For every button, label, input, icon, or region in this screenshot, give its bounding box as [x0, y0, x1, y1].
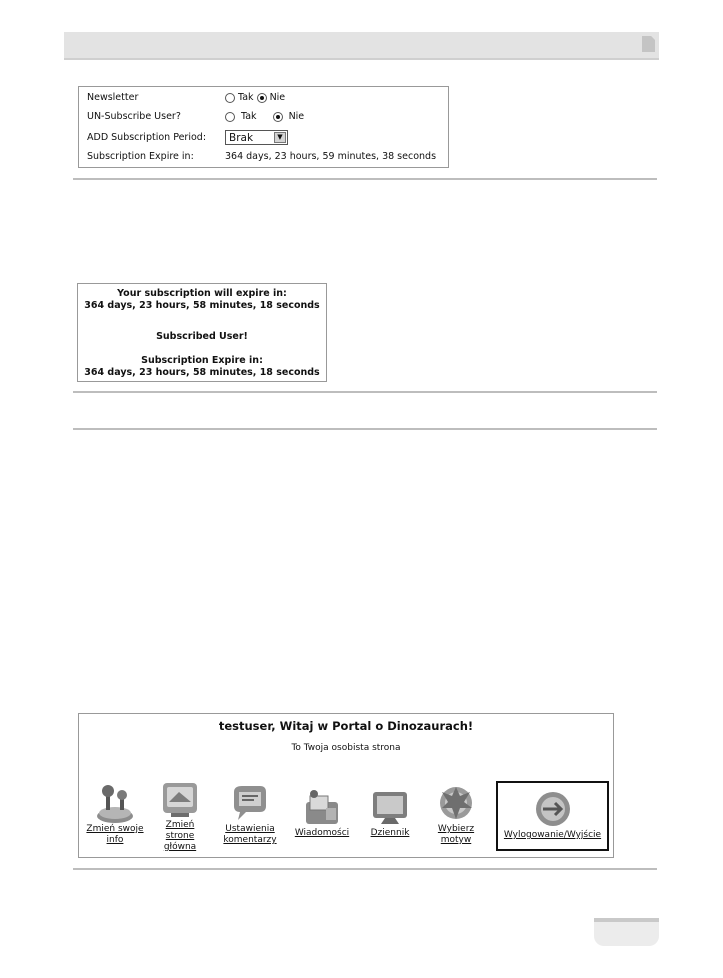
menu-label-line1[interactable]: Wiadomości	[294, 828, 350, 838]
menu-label-line3[interactable]: główna	[163, 842, 197, 852]
expire-label: Subscription Expire in:	[87, 151, 194, 162]
divider	[73, 178, 657, 180]
page-header-bar	[64, 32, 659, 60]
expire-value: 364 days, 23 hours, 59 minutes, 38 seconds	[225, 151, 437, 162]
page-footer-tab	[594, 918, 659, 946]
menu-item-logout[interactable]	[496, 788, 609, 841]
comments-icon	[228, 782, 272, 824]
joystick-icon	[93, 782, 137, 824]
theme-icon	[434, 782, 478, 824]
menu-label-line1[interactable]: Zmień swoje	[86, 824, 144, 834]
menu-label-line2[interactable]: strone	[165, 831, 195, 841]
menu-label-line1[interactable]: Wylogowanie/Wyjście	[503, 830, 602, 840]
expiry-time-2: 364 days, 23 hours, 58 minutes, 18 seconds	[84, 367, 320, 378]
newsletter-label: Newsletter	[87, 92, 139, 103]
unsubscribe-nie-label[interactable]: Nie	[288, 111, 305, 122]
newsletter-nie-radio[interactable]	[257, 93, 267, 103]
menu-label-line2[interactable]: komentarzy	[223, 835, 277, 845]
unsubscribe-tak-radio[interactable]	[225, 112, 235, 122]
homepage-icon	[159, 780, 201, 820]
menu-item-messages[interactable]	[289, 788, 355, 839]
unsubscribe-tak-label[interactable]: Tak	[241, 111, 257, 122]
menu-label-line1[interactable]: Ustawienia	[225, 824, 275, 834]
unsubscribe-nie-radio[interactable]	[273, 112, 283, 122]
newsletter-tak-label[interactable]: Tak	[238, 92, 254, 103]
divider	[73, 391, 657, 393]
subscribed-status: Subscribed User!	[156, 331, 248, 342]
messages-icon	[300, 788, 344, 828]
menu-label-line2[interactable]: motyw	[440, 835, 472, 845]
journal-icon	[369, 788, 411, 828]
user-portal-panel	[78, 713, 614, 858]
menu-label-line1[interactable]: Dziennik	[370, 828, 410, 838]
divider	[73, 868, 657, 870]
page-corner-icon	[642, 36, 655, 52]
expiry-heading: Your subscription will expire in:	[117, 288, 287, 299]
portal-title: testuser, Witaj w Portal o Dinozaurach!	[218, 719, 474, 733]
add-period-value: Brak	[229, 131, 254, 144]
menu-label-line1[interactable]: Wybierz	[437, 824, 475, 834]
expiry-heading-2: Subscription Expire in:	[141, 355, 263, 366]
menu-label-line1[interactable]: Zmień	[165, 820, 195, 830]
chevron-down-icon[interactable]: ▼	[274, 132, 286, 143]
newsletter-tak-radio[interactable]	[225, 93, 235, 103]
add-period-label: ADD Subscription Period:	[87, 132, 207, 143]
menu-item-journal[interactable]	[360, 788, 420, 839]
add-period-select[interactable]	[225, 130, 288, 145]
expiry-time-1: 364 days, 23 hours, 58 minutes, 18 seconds	[84, 300, 320, 311]
menu-item-change-homepage[interactable]	[154, 780, 206, 853]
expiry-info-panel	[77, 283, 327, 382]
unsubscribe-label: UN-Subscribe User?	[87, 111, 181, 122]
subscription-form	[78, 86, 449, 168]
logout-icon	[531, 788, 575, 830]
menu-label-line2[interactable]: info	[106, 835, 124, 845]
menu-item-change-info[interactable]	[82, 782, 148, 846]
divider	[73, 428, 657, 430]
menu-item-choose-theme[interactable]	[426, 782, 486, 846]
newsletter-nie-label[interactable]: Nie	[269, 92, 286, 103]
menu-item-comment-settings[interactable]	[217, 782, 283, 846]
portal-subtitle: To Twoja osobista strona	[291, 743, 401, 753]
